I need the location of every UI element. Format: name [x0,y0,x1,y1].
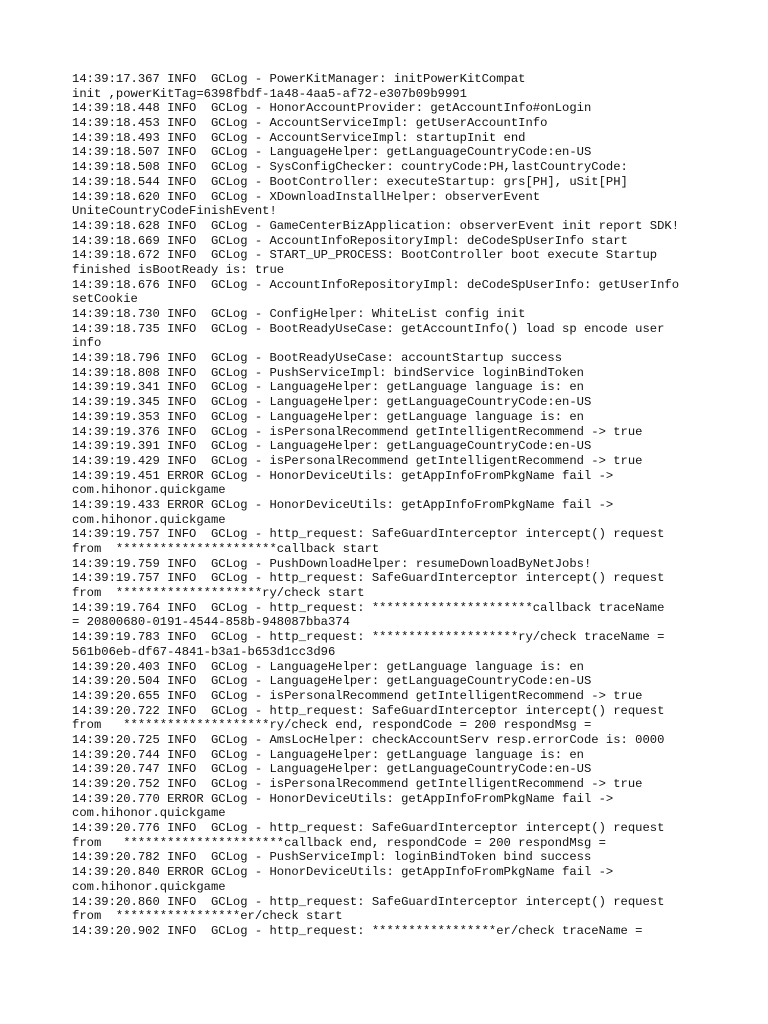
log-line: 14:39:18.796 INFO GCLog - BootReadyUseCase: accountStartup success [72,351,563,366]
log-line: 14:39:18.544 INFO GCLog - BootController: executeStartup: grs[PH], uSit[PH] [72,174,628,189]
log-line: 14:39:20.860 INFO GCLog - http_request: SafeGuardInterceptor intercept() request [72,894,665,909]
log-line: 14:39:18.620 INFO GCLog - XDownloadInstallHelper: observerEvent [72,189,541,204]
log-line: init ,powerKitTag=6398fbdf-1a48-4aa5-af72-e307b09b9991 [72,86,467,101]
log-line: 14:39:20.655 INFO GCLog - isPersonalRecommend getIntelligentRecommend -> true [72,688,643,703]
log-line: 14:39:18.628 INFO GCLog - GameCenterBizApplication: observerEvent init report SDK! [72,218,680,233]
log-line: from ********************ry/check start [72,586,365,601]
log-line: 14:39:18.672 INFO GCLog - START_UP_PROCESS: BootController boot execute Startup [72,248,658,263]
log-line: 14:39:20.902 INFO GCLog - http_request: *****************er/check traceName = [72,923,643,938]
log-line: 14:39:19.376 INFO GCLog - isPersonalRecommend getIntelligentRecommend -> true [72,424,643,439]
log-line: 14:39:18.808 INFO GCLog - PushServiceImpl: bindService loginBindToken [72,365,584,380]
log-line: 14:39:20.747 INFO GCLog - LanguageHelper: getLanguageCountryCode:en-US [72,762,592,777]
log-line: com.hihonor.quickgame [72,806,226,821]
log-line: 14:39:18.676 INFO GCLog - AccountInfoRepositoryImpl: deCodeSpUserInfo: getUserInfo [72,277,680,292]
log-line: info [72,336,102,351]
log-line: 14:39:18.448 INFO GCLog - HonorAccountProvider: getAccountInfo#onLogin [72,101,592,116]
log-line: 14:39:18.669 INFO GCLog - AccountInfoRepositoryImpl: deCodeSpUserInfo start [72,233,628,248]
log-line: com.hihonor.quickgame [72,512,226,527]
log-line: com.hihonor.quickgame [72,483,226,498]
log-line: 14:39:20.840 ERROR GCLog - HonorDeviceUtils: getAppInfoFromPkgName fail -> [72,865,614,880]
log-line: 14:39:19.345 INFO GCLog - LanguageHelper: getLanguageCountryCode:en-US [72,395,592,410]
log-line: 14:39:19.757 INFO GCLog - http_request: SafeGuardInterceptor intercept() request [72,571,665,586]
log-line: 14:39:20.722 INFO GCLog - http_request: SafeGuardInterceptor intercept() request [72,703,665,718]
log-line: 14:39:18.735 INFO GCLog - BootReadyUseCase: getAccountInfo() load sp encode user [72,321,665,336]
log-line: from **********************callback start [72,542,380,556]
log-line: UniteCountryCodeFinishEvent! [72,204,277,219]
log-line: 14:39:20.782 INFO GCLog - PushServiceImpl: loginBindToken bind success [72,850,592,865]
log-line: 14:39:19.764 INFO GCLog - http_request: **********************callback traceName [72,600,665,615]
log-line: 14:39:17.367 INFO GCLog - PowerKitManager: initPowerKitCompat [72,72,526,86]
log-line: com.hihonor.quickgame [72,879,226,894]
log-line: 14:39:20.776 INFO GCLog - http_request: SafeGuardInterceptor intercept() request [72,821,665,836]
log-line: 14:39:19.341 INFO GCLog - LanguageHelper: getLanguage language is: en [72,380,584,395]
log-line: 14:39:19.391 INFO GCLog - LanguageHelper: getLanguageCountryCode:en-US [72,439,592,454]
log-line: = 20800680-0191-4544-858b-948087bba374 [72,615,350,630]
log-line: 14:39:19.429 INFO GCLog - isPersonalRecommend getIntelligentRecommend -> true [72,453,643,468]
log-line: 14:39:20.725 INFO GCLog - AmsLocHelper: checkAccountServ resp.errorCode is: 0000 [72,732,665,747]
log-line: 14:39:20.403 INFO GCLog - LanguageHelper: getLanguage language is: en [72,659,584,674]
log-line: 14:39:20.770 ERROR GCLog - HonorDeviceUtils: getAppInfoFromPkgName fail -> [72,791,614,806]
log-line: 14:39:18.453 INFO GCLog - AccountServiceImpl: getUserAccountInfo [72,116,548,131]
log-line: 14:39:18.730 INFO GCLog - ConfigHelper: WhiteList config init [72,307,526,321]
log-line: 561b06eb-df67-4841-b3a1-b653d1cc3d96 [72,644,336,659]
log-line: from ********************ry/check end, respondCode = 200 respondMsg = [72,718,592,733]
log-line: 14:39:20.744 INFO GCLog - LanguageHelper: getLanguage language is: en [72,747,584,762]
log-line: 14:39:19.353 INFO GCLog - LanguageHelper: getLanguage language is: en [72,409,584,424]
log-line: 14:39:18.507 INFO GCLog - LanguageHelper: getLanguageCountryCode:en-US [72,145,592,160]
log-line: 14:39:19.783 INFO GCLog - http_request: ********************ry/check traceName = [72,630,665,645]
log-line: 14:39:18.493 INFO GCLog - AccountServiceImpl: startupInit end [72,130,526,145]
log-line: from **********************callback end, respondCode = 200 respondMsg = [72,835,606,850]
log-line: 14:39:20.752 INFO GCLog - isPersonalRecommend getIntelligentRecommend -> true [72,777,643,791]
log-line: 14:39:19.433 ERROR GCLog - HonorDeviceUtils: getAppInfoFromPkgName fail -> [72,497,614,512]
log-line: from *****************er/check start [72,909,343,924]
log-text-block [72,72,712,939]
log-line: 14:39:19.759 INFO GCLog - PushDownloadHelper: resumeDownloadByNetJobs! [72,556,592,571]
log-line: 14:39:20.504 INFO GCLog - LanguageHelper: getLanguageCountryCode:en-US [72,674,592,689]
log-line: 14:39:18.508 INFO GCLog - SysConfigChecker: countryCode:PH,lastCountryCode: [72,160,628,175]
log-line: finished isBootReady is: true [72,262,285,277]
log-line: setCookie [72,292,138,307]
log-line: 14:39:19.451 ERROR GCLog - HonorDeviceUtils: getAppInfoFromPkgName fail -> [72,468,614,483]
log-line: 14:39:19.757 INFO GCLog - http_request: SafeGuardInterceptor intercept() request [72,527,665,542]
